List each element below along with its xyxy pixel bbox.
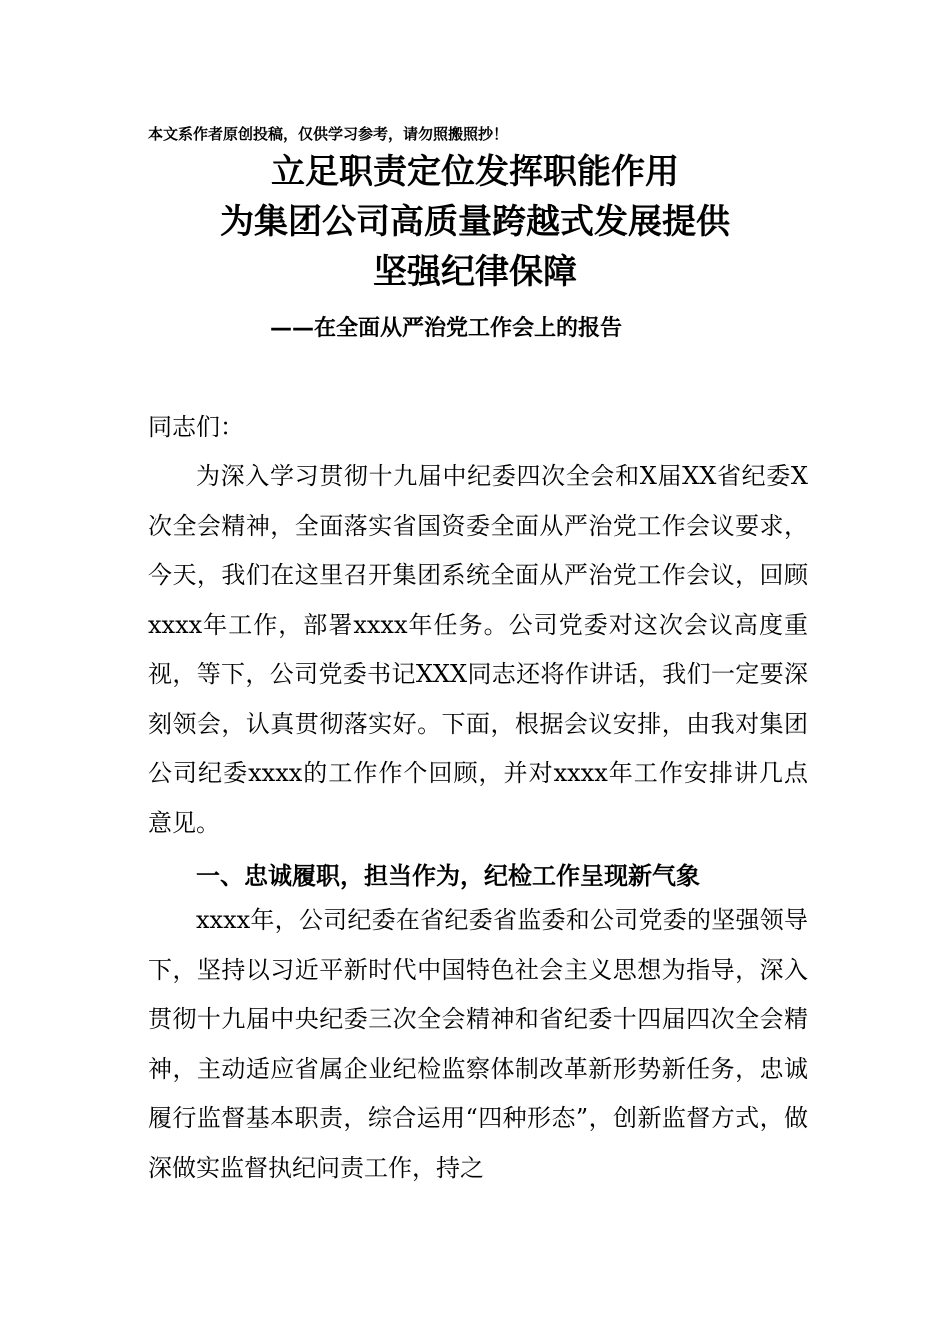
section-heading-1: 一、忠诚履职，担当作为，纪检工作呈现新气象 bbox=[196, 862, 700, 890]
paragraph-intro: 为深入学习贯彻十九届中纪委四次全会和X届XX省纪委X次全会精神，全面落实省国资委全面从严治党工作会议要求，今天，我们在这里召开集团系统全面从严治党工作会议，回顾xxxx年工作，部署xxxx年任务。公司党委对这次会议高度重视，等下，公司党委书记XXX同志还将作讲话，我们一定要深刻领会，认真贯彻落实好。下面，根据会议安排，由我对集团公司纪委xxxx的工作作个回顾，并对xxxx年工作安排讲几点意见。 bbox=[148, 462, 808, 837]
title-line-1: 立足职责定位发挥职能作用 bbox=[271, 152, 679, 192]
subtitle: ——在全面从严治党工作会上的报告 bbox=[270, 316, 623, 341]
title-line-2: 为集团公司高质量跨越式发展提供 bbox=[220, 202, 730, 242]
title-line-3: 坚强纪律保障 bbox=[373, 252, 577, 292]
paragraph-section-1: xxxx年，公司纪委在省纪委省监委和公司党委的坚强领导下，坚持以习近平新时代中国特色社会主义思想为指导，深入贯彻十九届中央纪委三次全会精神和省纪委十四届四次全会精神，主动适应省属企业纪检监察体制改革新形势新任务，忠诚履行监督基本职责，综合运用“四种形态”，创新监督方式，做深做实监督执纪问责工作，持之 bbox=[148, 906, 808, 1182]
copyright-notice: 本文系作者原创投稿，仅供学习参考，请勿照搬照抄！ bbox=[148, 125, 509, 143]
greeting: 同志们： bbox=[148, 413, 244, 441]
